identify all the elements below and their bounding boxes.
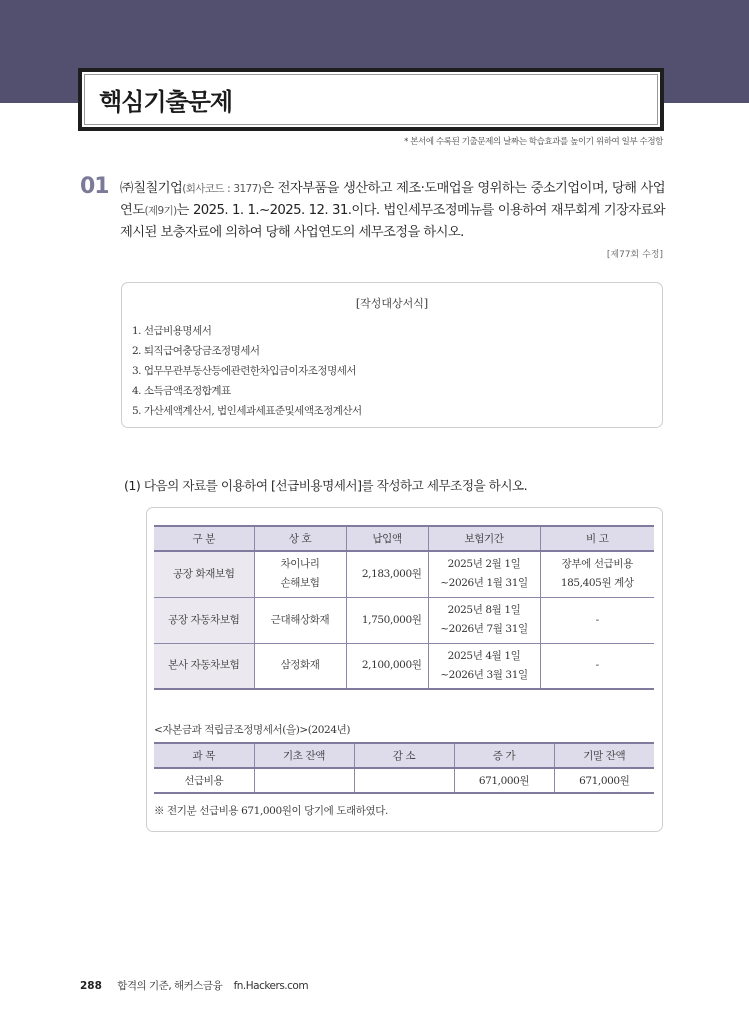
table-row <box>154 597 654 643</box>
question-text-part1: 은 전자부품을 생산하고 제조·도매업을 영위하는 중소기업이며, 당해 사업연도 <box>120 181 665 218</box>
table-row <box>154 551 654 597</box>
question-text-part2: 는 2025. 1. 1.~2025. 12. 31.이다. 법인세무조정메뉴를 이용하여 재무회계 기장자료와 제시된 보충자료에 의하여 당해 사업연도의 세무조정을 하시오. <box>120 203 665 240</box>
question-number: 01 <box>80 174 109 199</box>
company-cell: 근대해상화재 <box>254 597 346 643</box>
page-number: 288 <box>80 980 102 992</box>
revision-note: * 본서에 수록된 기출문제의 날짜는 학습효과를 높이기 위하여 일부 수정함 <box>404 137 663 147</box>
decrease-cell <box>354 768 454 793</box>
period-cell: 2025년 4월 1일 ~2026년 3월 31일 <box>428 643 540 689</box>
capital-table-note: ※ 전기분 선급비용 671,000원이 당기에 도래하였다. <box>154 805 388 817</box>
form-item: 1. 선급비용명세서 <box>132 325 212 337</box>
category-cell: 본사 자동차보험 <box>154 643 254 689</box>
sub-question: (1) 다음의 자료를 이용하여 [선급비용명세서]를 작성하고 세무조정을 하시오. <box>124 478 528 493</box>
company-code: (회사코드 : 3177) <box>182 183 262 195</box>
form-item: 4. 소득금액조정합계표 <box>132 385 231 397</box>
period-cell: 2025년 2월 1일 ~2026년 1월 31일 <box>428 551 540 597</box>
category-cell: 공장 자동차보험 <box>154 597 254 643</box>
table-header-row <box>154 743 654 768</box>
column-header: 기초 잔액 <box>254 743 354 768</box>
amount-cell: 2,183,000원 <box>346 551 428 597</box>
footer-slogan: 합격의 기준, 해커스금융 <box>117 980 223 992</box>
table-header-row <box>154 526 654 551</box>
column-header: 기말 잔액 <box>554 743 654 768</box>
column-header: 감 소 <box>354 743 454 768</box>
remark-cell: 장부에 선급비용 185,405원 계상 <box>540 551 654 597</box>
question-source: [제77회 수정] <box>606 250 663 260</box>
target-forms-box <box>121 282 663 428</box>
target-forms-title: [작성대상서식] <box>355 297 429 310</box>
table-row <box>154 768 654 793</box>
target-forms-list <box>132 321 362 421</box>
remark-cell: - <box>540 643 654 689</box>
category-cell: 공장 화재보험 <box>154 551 254 597</box>
column-header: 납입액 <box>346 526 428 551</box>
form-item: 3. 업무무관부동산등에관련한차입금이자조정명세서 <box>132 365 357 377</box>
insurance-table <box>154 525 654 690</box>
amount-cell: 1,750,000원 <box>346 597 428 643</box>
section-title: 핵심기출문제 <box>99 88 233 116</box>
capital-table-caption: <자본금과 적립금조정명세서(을)>(2024년) <box>154 724 351 736</box>
table-row <box>154 643 654 689</box>
form-item: 5. 가산세액계산서, 법인세과세표준및세액조정계산서 <box>132 405 362 417</box>
column-header: 과 목 <box>154 743 254 768</box>
company-name: ㈜칠칠기업 <box>120 181 183 196</box>
period-cell: 2025년 8월 1일 ~2026년 7월 31일 <box>428 597 540 643</box>
column-header: 구 분 <box>154 526 254 551</box>
company-cell: 차이나리 손해보험 <box>254 551 346 597</box>
column-header: 비 고 <box>540 526 654 551</box>
increase-cell: 671,000원 <box>454 768 554 793</box>
column-header: 증 가 <box>454 743 554 768</box>
column-header: 상 호 <box>254 526 346 551</box>
remark-cell: - <box>540 597 654 643</box>
fiscal-term: (제9기) <box>144 205 177 217</box>
beginning-balance-cell <box>254 768 354 793</box>
footer-url: fn.Hackers.com <box>233 980 309 992</box>
company-cell: 삼정화재 <box>254 643 346 689</box>
ending-balance-cell: 671,000원 <box>554 768 654 793</box>
form-item: 2. 퇴직급여충당금조정명세서 <box>132 345 260 357</box>
section-title-box <box>78 68 664 131</box>
column-header: 보험기간 <box>428 526 540 551</box>
capital-table <box>154 742 654 794</box>
page-footer <box>80 978 308 993</box>
amount-cell: 2,100,000원 <box>346 643 428 689</box>
question-text <box>120 178 665 244</box>
subject-cell: 선급비용 <box>154 768 254 793</box>
